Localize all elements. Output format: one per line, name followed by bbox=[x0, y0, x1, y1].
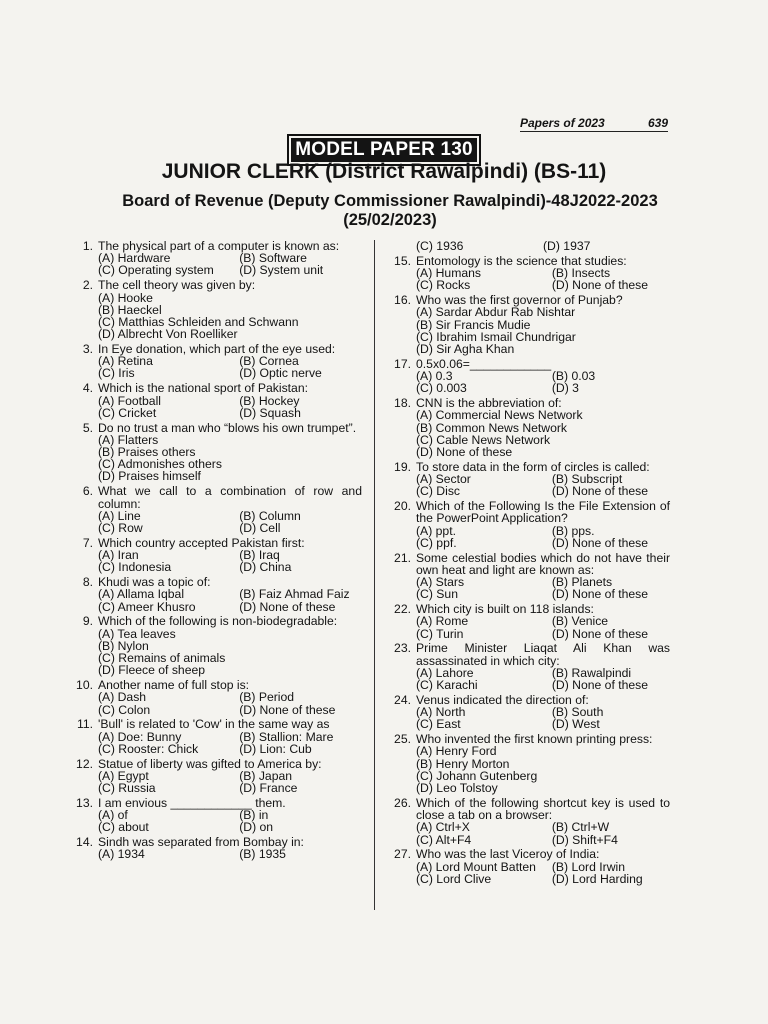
option-row bbox=[98, 395, 362, 407]
column-divider bbox=[374, 240, 375, 910]
question-body bbox=[416, 797, 670, 846]
question-stem: The physical part of a computer is known as: bbox=[98, 239, 340, 253]
question-body bbox=[416, 552, 670, 601]
question-stem: Which country accepted Pakistan first: bbox=[98, 535, 305, 550]
question-stem: Another name of full stop is: bbox=[98, 678, 250, 693]
option: (B) Nylon bbox=[98, 638, 149, 653]
option: (D) None of these bbox=[551, 484, 649, 499]
option-row bbox=[98, 367, 362, 379]
question-13 bbox=[60, 797, 362, 834]
continuation-block bbox=[378, 240, 670, 252]
option-row bbox=[416, 537, 670, 549]
option: (C) 1936 bbox=[416, 239, 464, 253]
option: (D) Squash bbox=[239, 405, 301, 420]
option-row bbox=[98, 328, 362, 340]
question-11 bbox=[60, 718, 362, 755]
question-number: 7. bbox=[82, 535, 93, 550]
question-16 bbox=[378, 294, 670, 355]
question-body bbox=[98, 382, 362, 419]
question-number: 26. bbox=[394, 795, 411, 810]
option: (D) None of these bbox=[239, 599, 336, 614]
option: (C) Alt+F4 bbox=[416, 832, 472, 847]
question-6 bbox=[60, 485, 362, 534]
option-row bbox=[416, 343, 670, 355]
option-row bbox=[98, 731, 362, 743]
option: (D) Sir Agha Khan bbox=[416, 342, 515, 356]
option-row bbox=[416, 821, 670, 833]
option-row bbox=[98, 601, 362, 613]
question-stem: To store data in the form of circles is called: bbox=[416, 459, 650, 474]
option-row bbox=[98, 848, 362, 860]
question-5 bbox=[60, 422, 362, 483]
option: (A) Line bbox=[98, 508, 141, 523]
question-3 bbox=[60, 343, 362, 380]
option: (A) Flatters bbox=[98, 432, 159, 447]
option: (D) Leo Tolstoy bbox=[416, 781, 498, 796]
option: (C) Cable News Network bbox=[416, 432, 551, 447]
option: (A) Stars bbox=[416, 575, 465, 590]
question-body bbox=[98, 758, 362, 795]
option: (B) Subscript bbox=[551, 472, 623, 487]
option: (B) 1935 bbox=[239, 847, 286, 862]
option: (B) Venice bbox=[551, 614, 609, 629]
option-row bbox=[98, 470, 362, 482]
option: (C) Cricket bbox=[98, 405, 157, 420]
option-row bbox=[98, 355, 362, 367]
option-row bbox=[98, 407, 362, 419]
option-row bbox=[416, 409, 670, 421]
question-body bbox=[98, 576, 362, 613]
question-number: 8. bbox=[82, 575, 93, 590]
option: (B) Insects bbox=[551, 266, 611, 281]
question-27 bbox=[378, 848, 670, 885]
option: (B) Iraq bbox=[239, 548, 280, 562]
option: (D) 1937 bbox=[543, 239, 591, 253]
paper-title: JUNIOR CLERK (District Rawalpindi) (BS-11) bbox=[161, 160, 607, 183]
option: (D) West bbox=[551, 717, 600, 732]
option: (D) Albrecht Von Roelliker bbox=[98, 327, 238, 342]
badge-label: MODEL PAPER 130 bbox=[291, 138, 477, 162]
question-body bbox=[416, 733, 670, 794]
option-row bbox=[98, 782, 362, 794]
option: (A) Sector bbox=[416, 472, 471, 487]
question-21 bbox=[378, 552, 670, 601]
option: (B) pps. bbox=[551, 523, 595, 538]
question-stem: What we call to a combination of row and column: bbox=[98, 484, 362, 511]
question-stem: Which of the following is non-biodegradable: bbox=[98, 614, 338, 629]
option: (B) Software bbox=[239, 251, 307, 266]
paper-subtitle bbox=[70, 192, 710, 230]
question-stem: The cell theory was given by: bbox=[98, 278, 256, 293]
question-stem: Statue of liberty was gifted to America by: bbox=[98, 756, 322, 771]
question-body bbox=[98, 537, 362, 574]
question-8 bbox=[60, 576, 362, 613]
question-stem: Sindh was separated from Bombay in: bbox=[98, 835, 304, 850]
option: (D) None of these bbox=[239, 702, 336, 717]
question-body bbox=[416, 240, 670, 252]
option-row bbox=[416, 718, 670, 730]
question-stem: Entomology is the science that studies: bbox=[416, 253, 627, 268]
option: (D) Shift+F4 bbox=[551, 832, 618, 847]
question-19 bbox=[378, 461, 670, 498]
question-number: 13. bbox=[76, 795, 93, 810]
option: (A) 0.3 bbox=[416, 369, 453, 384]
option: (D) 3 bbox=[551, 381, 579, 396]
running-header bbox=[520, 116, 668, 132]
option-row bbox=[416, 525, 670, 537]
option: (B) 0.03 bbox=[551, 369, 596, 384]
question-stem: CNN is the abbreviation of: bbox=[416, 396, 562, 411]
question-stem: Who was the last Viceroy of India: bbox=[416, 847, 600, 862]
option: (B) Rawalpindi bbox=[551, 665, 632, 680]
option: (B) Column bbox=[239, 508, 301, 523]
option: (A) Retina bbox=[98, 354, 153, 369]
option-row bbox=[98, 264, 362, 276]
option: (D) None of these bbox=[551, 587, 649, 602]
question-body bbox=[98, 279, 362, 340]
option: (A) Football bbox=[98, 393, 161, 408]
option: (D) None of these bbox=[416, 445, 513, 459]
option-row bbox=[98, 743, 362, 755]
question-number: 4. bbox=[82, 381, 93, 396]
option: (A) Lord Mount Batten bbox=[416, 859, 536, 874]
option: (D) None of these bbox=[551, 626, 649, 641]
option-row bbox=[416, 306, 670, 318]
option: (B) South bbox=[551, 705, 604, 720]
section-title: Papers of 2023 bbox=[520, 116, 605, 130]
question-2 bbox=[60, 279, 362, 340]
question-body bbox=[98, 718, 362, 755]
question-20 bbox=[378, 500, 670, 549]
option-row bbox=[98, 664, 362, 676]
option: (B) Henry Morton bbox=[416, 756, 510, 771]
question-body bbox=[416, 397, 670, 458]
question-15 bbox=[378, 255, 670, 292]
option: (B) Stallion: Mare bbox=[239, 729, 334, 744]
question-stem: Which is the national sport of Pakistan: bbox=[98, 381, 309, 396]
option: (A) Humans bbox=[416, 266, 482, 281]
option: (D) Lord Harding bbox=[551, 871, 643, 886]
question-number: 10. bbox=[76, 678, 93, 693]
question-body bbox=[98, 797, 362, 834]
option: (C) ppf. bbox=[416, 535, 457, 550]
option-row bbox=[98, 704, 362, 716]
option: (A) Rome bbox=[416, 614, 469, 629]
question-number: 17. bbox=[394, 356, 411, 371]
option-row bbox=[416, 628, 670, 640]
option-row bbox=[98, 588, 362, 600]
question-body bbox=[98, 836, 362, 860]
option: (C) Row bbox=[98, 520, 143, 535]
question-stem: Which of the Following Is the File Extension of the PowerPoint Application? bbox=[416, 499, 670, 526]
question-stem: Which city is built on 118 islands: bbox=[416, 602, 594, 617]
option: (B) Planets bbox=[551, 575, 613, 590]
option: (C) Rocks bbox=[416, 278, 471, 293]
question-number: 1. bbox=[82, 239, 93, 253]
option: (B) Praises others bbox=[98, 445, 196, 459]
question-10 bbox=[60, 679, 362, 716]
option: (D) None of these bbox=[551, 278, 649, 293]
question-body bbox=[98, 240, 362, 277]
question-body bbox=[416, 461, 670, 498]
option: (C) Iris bbox=[98, 366, 135, 381]
question-stem: In Eye donation, which part of the eye used: bbox=[98, 342, 336, 356]
right-column bbox=[378, 240, 670, 888]
option: (D) Lion: Cub bbox=[239, 741, 312, 756]
question-25 bbox=[378, 733, 670, 794]
option: (D) France bbox=[239, 781, 298, 796]
question-body bbox=[416, 642, 670, 691]
option: (B) Hockey bbox=[239, 393, 300, 408]
option: (D) Praises himself bbox=[98, 469, 201, 484]
question-stem: Who invented the first known printing press: bbox=[416, 732, 653, 747]
question-number: 16. bbox=[394, 293, 411, 308]
question-12 bbox=[60, 758, 362, 795]
question-number: 12. bbox=[76, 756, 93, 771]
option: (C) Disc bbox=[416, 484, 461, 499]
option: (B) Faiz Ahmad Faiz bbox=[239, 587, 350, 602]
option-row bbox=[416, 873, 670, 885]
question-body bbox=[416, 294, 670, 355]
option: (C) Operating system bbox=[98, 263, 214, 278]
question-14 bbox=[60, 836, 362, 860]
question-number: 27. bbox=[394, 847, 411, 862]
option: (A) Tea leaves bbox=[98, 626, 176, 641]
question-body bbox=[98, 615, 362, 676]
question-number: 11. bbox=[76, 717, 93, 732]
question-number: 23. bbox=[394, 641, 411, 656]
question-number: 6. bbox=[82, 484, 93, 499]
question-stem: 0.5x0.06=____________ bbox=[416, 356, 552, 371]
option: (C) Ibrahim Ismail Chundrigar bbox=[416, 329, 576, 344]
question-stem: Who was the first governor of Punjab? bbox=[416, 293, 623, 308]
option: (C) Lord Clive bbox=[416, 871, 492, 886]
option-row bbox=[416, 279, 670, 291]
question-stem: I am envious ____________ them. bbox=[98, 795, 286, 810]
option-row bbox=[416, 319, 670, 331]
option: (A) 1934 bbox=[98, 847, 145, 862]
option: (C) Remains of animals bbox=[98, 651, 226, 665]
option: (B) in bbox=[239, 808, 269, 823]
option: (C) Karachi bbox=[416, 678, 478, 693]
right-question-list bbox=[378, 255, 670, 885]
question-9 bbox=[60, 615, 362, 676]
option: (D) China bbox=[239, 560, 292, 575]
option: (C) Russia bbox=[98, 781, 156, 796]
question-stem: Which of the following shortcut key is used to close a tab on a browser: bbox=[416, 795, 670, 823]
question-number: 15. bbox=[394, 253, 411, 268]
option-row bbox=[416, 240, 670, 252]
question-body bbox=[98, 422, 362, 483]
option-row bbox=[98, 821, 362, 833]
question-24 bbox=[378, 694, 670, 731]
option: (C) Ameer Khusro bbox=[98, 599, 196, 614]
option-row bbox=[416, 485, 670, 497]
option: (B) Period bbox=[239, 690, 295, 705]
question-number bbox=[378, 240, 416, 252]
option: (A) North bbox=[416, 705, 466, 720]
question-body bbox=[416, 694, 670, 731]
option: (A) Ctrl+X bbox=[416, 820, 470, 835]
question-body bbox=[416, 848, 670, 885]
question-body bbox=[416, 603, 670, 640]
option: (C) Matthias Schleiden and Schwann bbox=[98, 314, 299, 329]
question-body bbox=[416, 500, 670, 549]
option-row bbox=[98, 628, 362, 640]
question-stem: Do no trust a man who “blows his own trumpet”. bbox=[98, 420, 357, 435]
option-row bbox=[416, 679, 670, 691]
option: (B) Japan bbox=[239, 768, 293, 783]
question-body bbox=[98, 343, 362, 380]
option: (D) on bbox=[239, 820, 274, 835]
option: (A) Henry Ford bbox=[416, 744, 497, 759]
question-23 bbox=[378, 642, 670, 691]
question-22 bbox=[378, 603, 670, 640]
option: (A) Iran bbox=[98, 548, 139, 562]
option-row bbox=[416, 588, 670, 600]
question-stem: Khudi was a topic of: bbox=[98, 575, 211, 590]
option: (B) Cornea bbox=[239, 354, 299, 369]
option: (C) Colon bbox=[98, 702, 151, 717]
option: (C) about bbox=[98, 820, 149, 835]
option: (C) Rooster: Chick bbox=[98, 741, 199, 756]
option: (A) Allama Iqbal bbox=[98, 587, 185, 602]
question-body bbox=[98, 485, 362, 534]
page-number: 639 bbox=[647, 116, 668, 130]
option: (A) ppt. bbox=[416, 523, 456, 538]
option-row bbox=[98, 691, 362, 703]
option-row bbox=[98, 522, 362, 534]
option: (A) Hooke bbox=[98, 290, 153, 305]
question-stem: Venus indicated the direction of: bbox=[416, 692, 589, 707]
option-row bbox=[416, 446, 670, 458]
question-1 bbox=[60, 240, 362, 277]
option: (C) Johann Gutenberg bbox=[416, 768, 538, 783]
subtitle-line-1: Board of Revenue (Deputy Commissioner Rawalpindi)-48J2022-2023 bbox=[122, 192, 658, 210]
question-body bbox=[98, 679, 362, 716]
question-number: 14. bbox=[76, 835, 93, 850]
question-number: 3. bbox=[82, 342, 93, 356]
option: (B) Haeckel bbox=[98, 302, 162, 317]
option: (D) Optic nerve bbox=[239, 366, 322, 381]
option-row bbox=[416, 382, 670, 394]
option: (C) Sun bbox=[416, 587, 458, 602]
option: (A) Commercial News Network bbox=[416, 408, 583, 423]
option: (B) Sir Francis Mudie bbox=[416, 317, 531, 332]
option: (D) None of these bbox=[551, 678, 649, 693]
option: (D) System unit bbox=[239, 263, 324, 278]
option: (A) of bbox=[98, 808, 128, 823]
question-number: 5. bbox=[82, 420, 93, 435]
option: (B) Common News Network bbox=[416, 420, 568, 435]
option: (C) 0.003 bbox=[416, 381, 467, 396]
question-18 bbox=[378, 397, 670, 458]
question-number: 2. bbox=[82, 278, 93, 293]
option: (A) Doe: Bunny bbox=[98, 729, 182, 744]
option-row bbox=[416, 834, 670, 846]
question-number: 20. bbox=[394, 499, 411, 514]
question-4 bbox=[60, 382, 362, 419]
question-26 bbox=[378, 797, 670, 846]
question-stem: Prime Minister Liaqat Ali Khan was assassinated in which city: bbox=[416, 641, 670, 668]
option: (B) Lord Irwin bbox=[551, 859, 626, 874]
option: (D) Fleece of sheep bbox=[98, 663, 206, 678]
option: (D) None of these bbox=[551, 535, 649, 550]
option: (D) Cell bbox=[239, 520, 281, 535]
option-row bbox=[98, 561, 362, 573]
question-body bbox=[416, 358, 670, 395]
question-body bbox=[416, 255, 670, 292]
left-column bbox=[60, 240, 362, 863]
option-row bbox=[416, 422, 670, 434]
option: (A) Lahore bbox=[416, 665, 474, 680]
question-number: 9. bbox=[82, 614, 93, 629]
option-row bbox=[98, 292, 362, 304]
option: (C) Turin bbox=[416, 626, 464, 641]
question-stem: Some celestial bodies which do not have their own heat and light are known as: bbox=[416, 550, 670, 577]
option: (C) Admonishes others bbox=[98, 457, 222, 472]
question-7 bbox=[60, 537, 362, 574]
question-number: 19. bbox=[394, 459, 411, 474]
option: (A) Sardar Abdur Rab Nishtar bbox=[416, 305, 576, 320]
question-stem: 'Bull' is related to 'Cow' in the same way as bbox=[98, 717, 330, 732]
question-number: 22. bbox=[394, 602, 411, 617]
option: (C) East bbox=[416, 717, 461, 732]
subtitle-line-2: (25/02/2023) bbox=[343, 211, 437, 229]
question-17 bbox=[378, 358, 670, 395]
option: (C) Indonesia bbox=[98, 560, 172, 575]
option: (A) Egypt bbox=[98, 768, 149, 783]
option: (A) Dash bbox=[98, 690, 147, 705]
option-row bbox=[416, 745, 670, 757]
question-number: 25. bbox=[394, 732, 411, 747]
option-row bbox=[416, 782, 670, 794]
option-row bbox=[416, 615, 670, 627]
option: (B) Ctrl+W bbox=[551, 820, 610, 835]
question-number: 18. bbox=[394, 396, 411, 411]
question-number: 24. bbox=[394, 692, 411, 707]
option: (A) Hardware bbox=[98, 251, 171, 266]
question-number: 21. bbox=[394, 550, 411, 565]
